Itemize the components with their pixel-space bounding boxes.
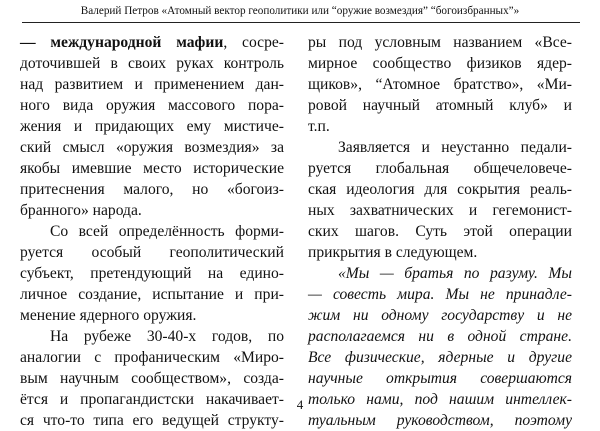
- bold-phrase: — международной мафии: [20, 34, 224, 51]
- paragraph-30-40s: [20, 326, 284, 431]
- text-line: т.п.: [308, 118, 330, 135]
- text-line: Со всей определённость форми-: [50, 223, 284, 240]
- paragraph-mafia: [20, 32, 284, 221]
- paragraph-ideology: [308, 137, 572, 263]
- text-line: только нами, под нашим интеллек-: [308, 391, 572, 408]
- header-divider: [22, 22, 580, 23]
- text-line: ся что-то типа его ведущей структу-: [20, 412, 284, 429]
- paragraph-atomic-club: [308, 32, 572, 137]
- text-line: руется глобальная общечеловече-: [308, 160, 572, 177]
- text-line: располагаемся ни в одной стране.: [308, 328, 572, 345]
- text-line: ровой научный атомный клуб» и: [308, 97, 572, 114]
- text-line: Все физические, ядерные и другие: [308, 349, 572, 366]
- text-line: бранного» народа.: [20, 202, 142, 219]
- text-line: ётся и пропагандистски накачивает-: [20, 391, 284, 408]
- text-line: туальным руководством, поэтому: [308, 412, 572, 429]
- text-line: щиков», “Атомное братство», «Ми-: [308, 76, 572, 93]
- text-line: ры под условным названием «Все-: [308, 34, 572, 51]
- text-line: руется особый геополитический: [20, 244, 284, 261]
- text-line: Заявляется и неустанно педали-: [338, 139, 572, 156]
- text-line: субъект, претендующий на едино-: [20, 265, 284, 282]
- text-line: прикрытия в следующем.: [308, 244, 478, 261]
- right-column: [308, 32, 572, 431]
- text-line: ская идеология для сокрытия реаль-: [308, 181, 572, 198]
- text-line: «Мы — братья по разуму. Мы: [338, 265, 572, 282]
- paragraph-geopolitical-subject: [20, 221, 284, 326]
- text-line: ских шагов. Суть этой операции: [308, 223, 572, 240]
- text-line: личное создание, испытание и при-: [20, 286, 284, 303]
- text-line: вым научным сообществом», созда-: [20, 370, 284, 387]
- text-line: аналогии с профаническим «Миро-: [20, 349, 284, 366]
- text-line: якобы имевшие место исторические: [20, 160, 284, 177]
- text-line: доточившей в своих руках контроль: [20, 55, 284, 72]
- text-line: ного вида оружия массового пора-: [20, 97, 284, 114]
- text-line: научные открытия совершаются: [308, 370, 572, 387]
- text-line: над развитием и применением дан-: [20, 76, 284, 93]
- left-column: [20, 32, 284, 431]
- text-line: На рубеже 30-40-х годов, по: [50, 328, 284, 345]
- text-line: мирное сообщество физиков ядер-: [308, 55, 572, 72]
- text-line: жим ни одному государству и не: [308, 307, 572, 324]
- text-line: ский смысл «оружия возмездия» за: [20, 139, 284, 156]
- page-number: 4: [296, 397, 304, 412]
- text-line: притеснения малого, но «богоиз-: [20, 181, 284, 198]
- running-header: Валерий Петров «Атомный вектор геополитики или “оружие возмездия” “богоизбранных”»: [80, 5, 520, 17]
- text-line: ных захватнических и гегемонист-: [308, 202, 572, 219]
- text-line: , сосре-: [223, 34, 284, 51]
- text-line: жения и придающих ему мистиче-: [20, 118, 284, 135]
- text-line: менение ядерного оружия.: [20, 307, 197, 324]
- text-line: — совесть мира. Мы не принадле-: [308, 286, 572, 303]
